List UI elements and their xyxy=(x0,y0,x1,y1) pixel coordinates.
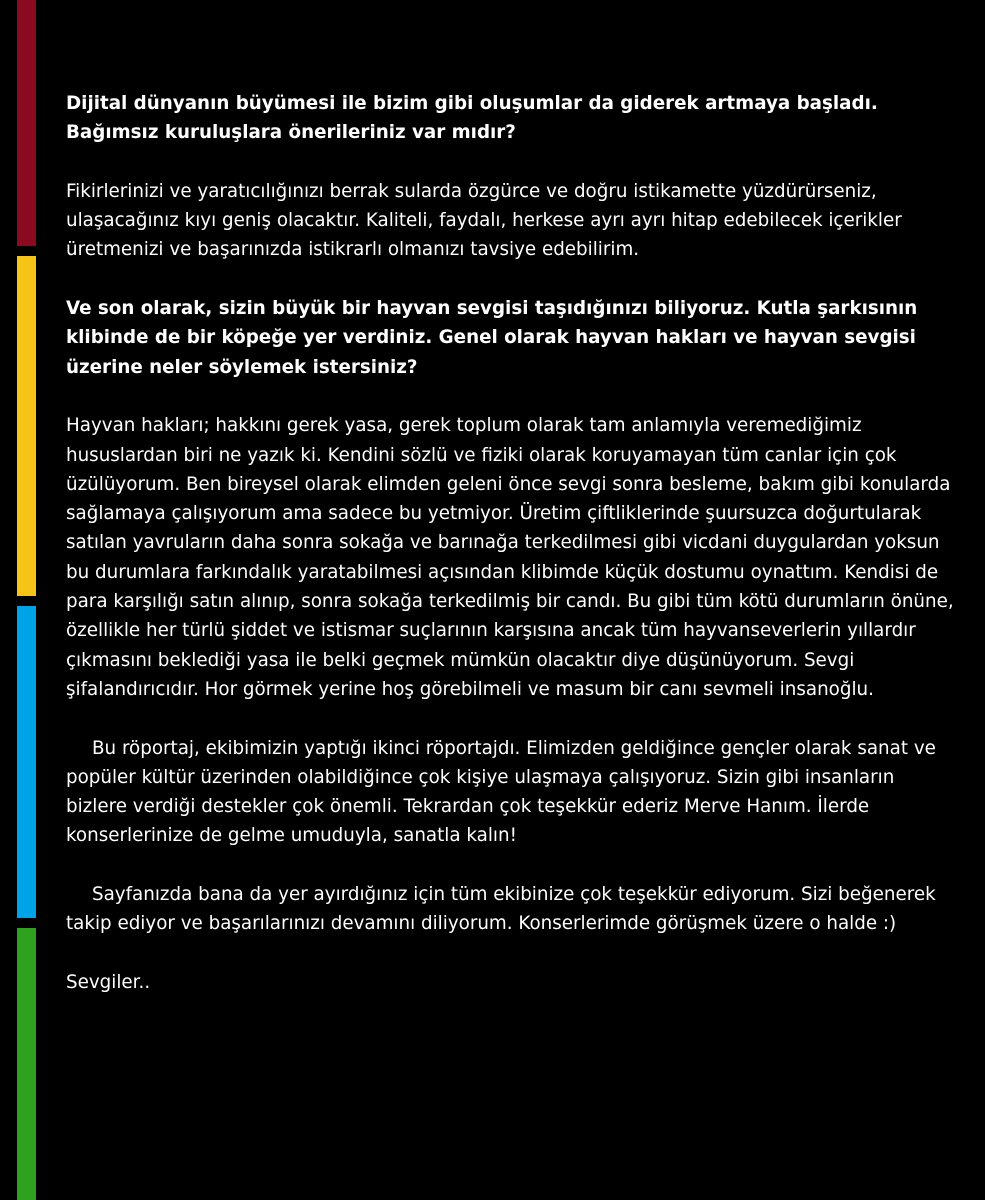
accent-bar-blue xyxy=(17,606,36,918)
sign-off: Sevgiler.. xyxy=(66,971,151,993)
accent-bar-yellow xyxy=(17,256,36,596)
interview-text xyxy=(66,89,956,1027)
accent-bar-red xyxy=(17,0,36,246)
closing-thanks: Bu röportaj, ekibimizin yaptığı ikinci röportajdı. Elimizden geldiğince gençler olarak sanat ve popüler kültür üzerinden olabildiğince çok kişiye ulaşmaya çalışıyoruz. Sizin gibi insanların bizlere verdiği destekler çok önemli. Tekrardan çok teşekkür ederiz Merve Hanım. İlerde konserlerinize de gelme umuduyla, sanatla kalın! xyxy=(66,737,936,847)
answer-animal-rights: Hayvan hakları; hakkını gerek yasa, gerek toplum olarak tam anlamıyla veremediğimiz hususlardan biri ne yazık ki. Kendini sözlü ve fiziki olarak koruyamayan tüm canlar için çok üzülüyorum. Ben bireysel olarak elimden geleni önce sevgi sonra besleme, bakım gibi konularda sağlamaya çalışıyorum ama sadece bu yetmiyor. Üretim çiftliklerinde şuursuzca doğurtularak satılan yavruların daha sonra sokağa ve barınağa terkedilmesi gibi vicdani duygulardan yoksun bu durumlara farkındalık yaratabilmesi açısından klibimde küçük dostumu oynattım. Kendisi de para karşılığı satın alınıp, sonra sokağa terkedilmiş bir candı. Bu gibi tüm kötü durumların önüne, özellikle her türlü şiddet ve istismar suçlarının karşısına ancak tüm hayvanseverlerin yıllardır çıkmasını beklediği yasa ile belki geçmek mümkün olacaktır diye düşünüyorum. Sevgi şifalandırıcıdır. Hor görmek yerine hoş görebilmeli ve masum bir canı sevmeli insanoğlu. xyxy=(66,415,954,700)
question-independent-organizations: Dijital dünyanın büyümesi ile bizim gibi oluşumlar da giderek artmaya başladı. Bağımsız kuruluşlara önerileriniz var mıdır? xyxy=(66,93,878,144)
accent-bar-green xyxy=(17,928,36,1200)
answer-independent-organizations: Fikirlerinizi ve yaratıcılığınızı berrak sularda özgürce ve doğru istikamette yüzdürürseniz, ulaşacağınız kıyı geniş olacaktır. Kaliteli, faydalı, herkese ayrı ayrı hitap edebilecek içerikler üretmenizi ve başarınızda istikrarlı olmanızı tavsiye edebilirim. xyxy=(66,180,902,261)
closing-reply: Sayfanızda bana da yer ayırdığınız için tüm ekibinize çok teşekkür ediyorum. Sizi beğenerek takip ediyor ve başarılarınızı devamını diliyorum. Konserlerimde görüşmek üzere o halde :) xyxy=(66,884,936,935)
question-animal-rights: Ve son olarak, sizin büyük bir hayvan sevgisi taşıdığınızı biliyoruz. Kutla şarkısının klibinde de bir köpeğe yer verdiniz. Genel olarak hayvan hakları ve hayvan sevgisi üzerine neler söylemek istersiniz? xyxy=(66,298,918,378)
